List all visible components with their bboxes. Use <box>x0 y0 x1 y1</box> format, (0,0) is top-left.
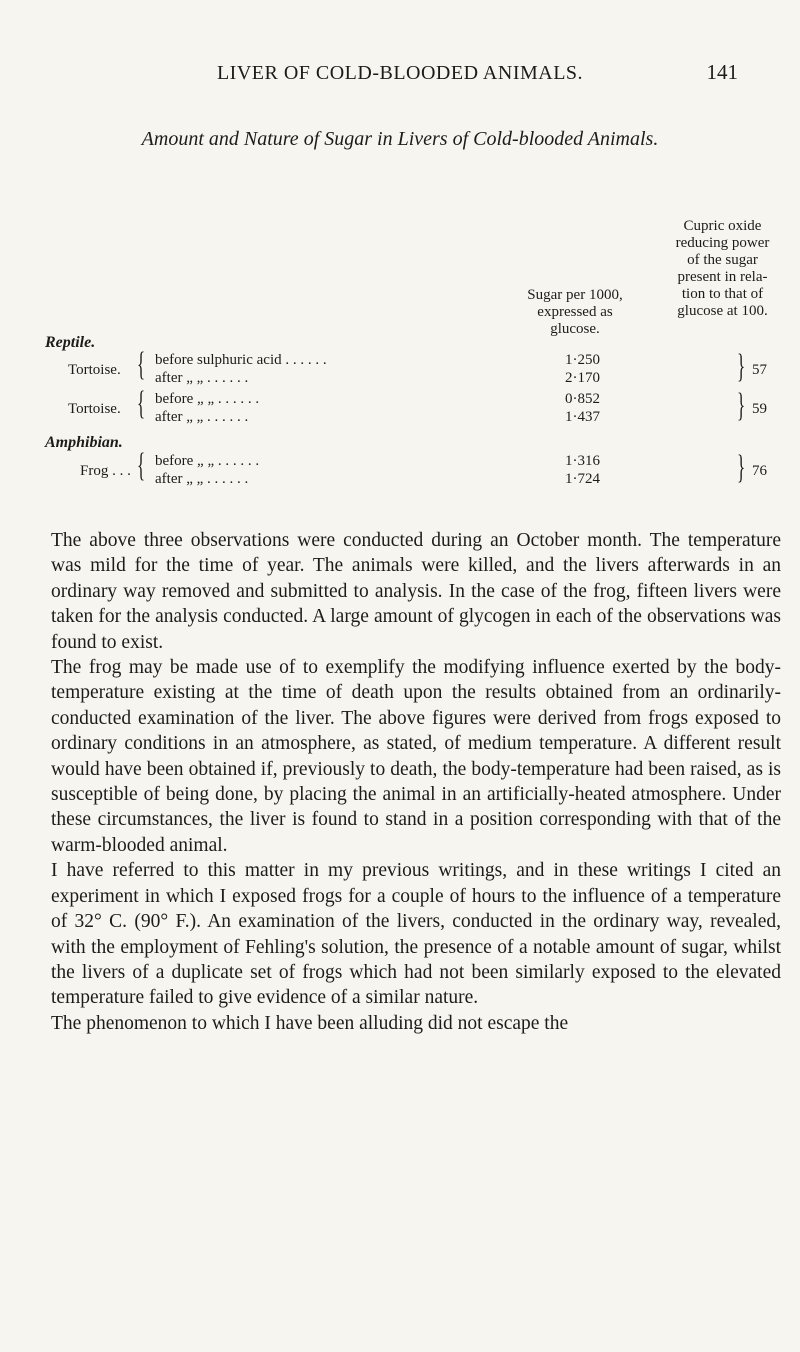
column-header-line: Cupric oxide <box>683 218 762 234</box>
table-title: Amount and Nature of Sugar in Livers of Cold-blooded Animals. <box>141 128 659 150</box>
sugar-value: 1·250 <box>565 352 600 368</box>
group-label-amphibian: Amphibian. <box>45 434 123 451</box>
column-header-line: of the sugar <box>687 252 758 268</box>
sugar-value: 1·437 <box>565 409 600 425</box>
body-text <box>51 528 781 1036</box>
left-brace: { <box>137 447 146 484</box>
column-header-line: present in rela- <box>677 269 768 285</box>
condition-label: before „ „ . . . . . . <box>155 391 260 407</box>
page-header <box>0 62 800 92</box>
sugar-value: 2·170 <box>565 370 600 386</box>
sugar-value: 1·316 <box>565 453 600 469</box>
paragraph: The above three observations were conducted during an October month. The temperature was mild for the time of year. The animals were killed, and the livers afterwards in an ordinary way removed and submitted to analysis. In the case of the frog, fifteen livers were taken for the analysis conducted. A large amount of glycogen in each of the observations was found to exist. <box>51 530 781 653</box>
paragraph: The phenomenon to which I have been alluding did not escape the <box>51 1012 569 1034</box>
paragraph: I have referred to this matter in my previous writings, and in these writings I cited an experiment in which I exposed frogs for a couple of hours to the influence of a temperature of 32° C. (90° F.). An examination of the livers, conducted in the ordinary way, revealed, with the employment of Fehling's solution, the presence of a notable amount of sugar, whilst the livers of a duplicate set of frogs which had not been similarly exposed to the elevated temperature failed to give evidence of a similar nature. <box>51 860 781 1009</box>
column-header-line: expressed as <box>537 304 613 320</box>
column-header-cupric <box>655 218 790 320</box>
right-brace: } <box>737 387 746 424</box>
column-header-line: reducing power <box>675 235 770 251</box>
left-brace: { <box>137 385 146 422</box>
sugar-value: 0·852 <box>565 391 600 407</box>
reducing-ratio: 59 <box>752 401 767 417</box>
column-header-line: glucose at 100. <box>677 303 768 319</box>
page-number: 141 <box>706 60 738 84</box>
running-head: LIVER OF COLD-BLOODED ANIMALS. <box>216 62 584 84</box>
column-header-line: tion to that of <box>681 286 764 302</box>
animal-name: Tortoise. <box>68 401 121 417</box>
right-brace: } <box>737 449 746 486</box>
reducing-ratio: 76 <box>752 463 767 479</box>
left-brace: { <box>137 346 146 383</box>
column-header-line: glucose. <box>550 321 600 337</box>
reducing-ratio: 57 <box>752 362 767 378</box>
condition-label: after „ „ . . . . . . <box>155 370 249 386</box>
condition-label: before sulphuric acid . . . . . . <box>155 352 327 368</box>
paragraph: The frog may be made use of to exemplify the modifying influence exerted by the body-temperature existing at the time of death upon the results obtained from an ordinarily-conducted examination of the liver. The above figures were derived from frogs exposed to ordinary conditions in an atmosphere, as stated, of medium temperature. A different result would have been obtained if, previously to death, the body-temperature had been raised, as is susceptible of being done, by placing the animal in an artificially-heated atmosphere. Under these circumstances, the liver is found to stand in a position corresponding with that of the warm-blooded animal. <box>51 657 781 856</box>
condition-label: after „ „ . . . . . . <box>155 471 249 487</box>
animal-name: Tortoise. <box>68 362 121 378</box>
right-brace: } <box>737 348 746 385</box>
sugar-value: 1·724 <box>565 471 600 487</box>
animal-name: Frog . . . <box>80 463 131 479</box>
condition-label: before „ „ . . . . . . <box>155 453 260 469</box>
group-label-reptile: Reptile. <box>45 334 96 351</box>
condition-label: after „ „ . . . . . . <box>155 409 249 425</box>
column-header-sugar <box>510 287 640 338</box>
column-header-line: Sugar per 1000, <box>527 287 623 303</box>
